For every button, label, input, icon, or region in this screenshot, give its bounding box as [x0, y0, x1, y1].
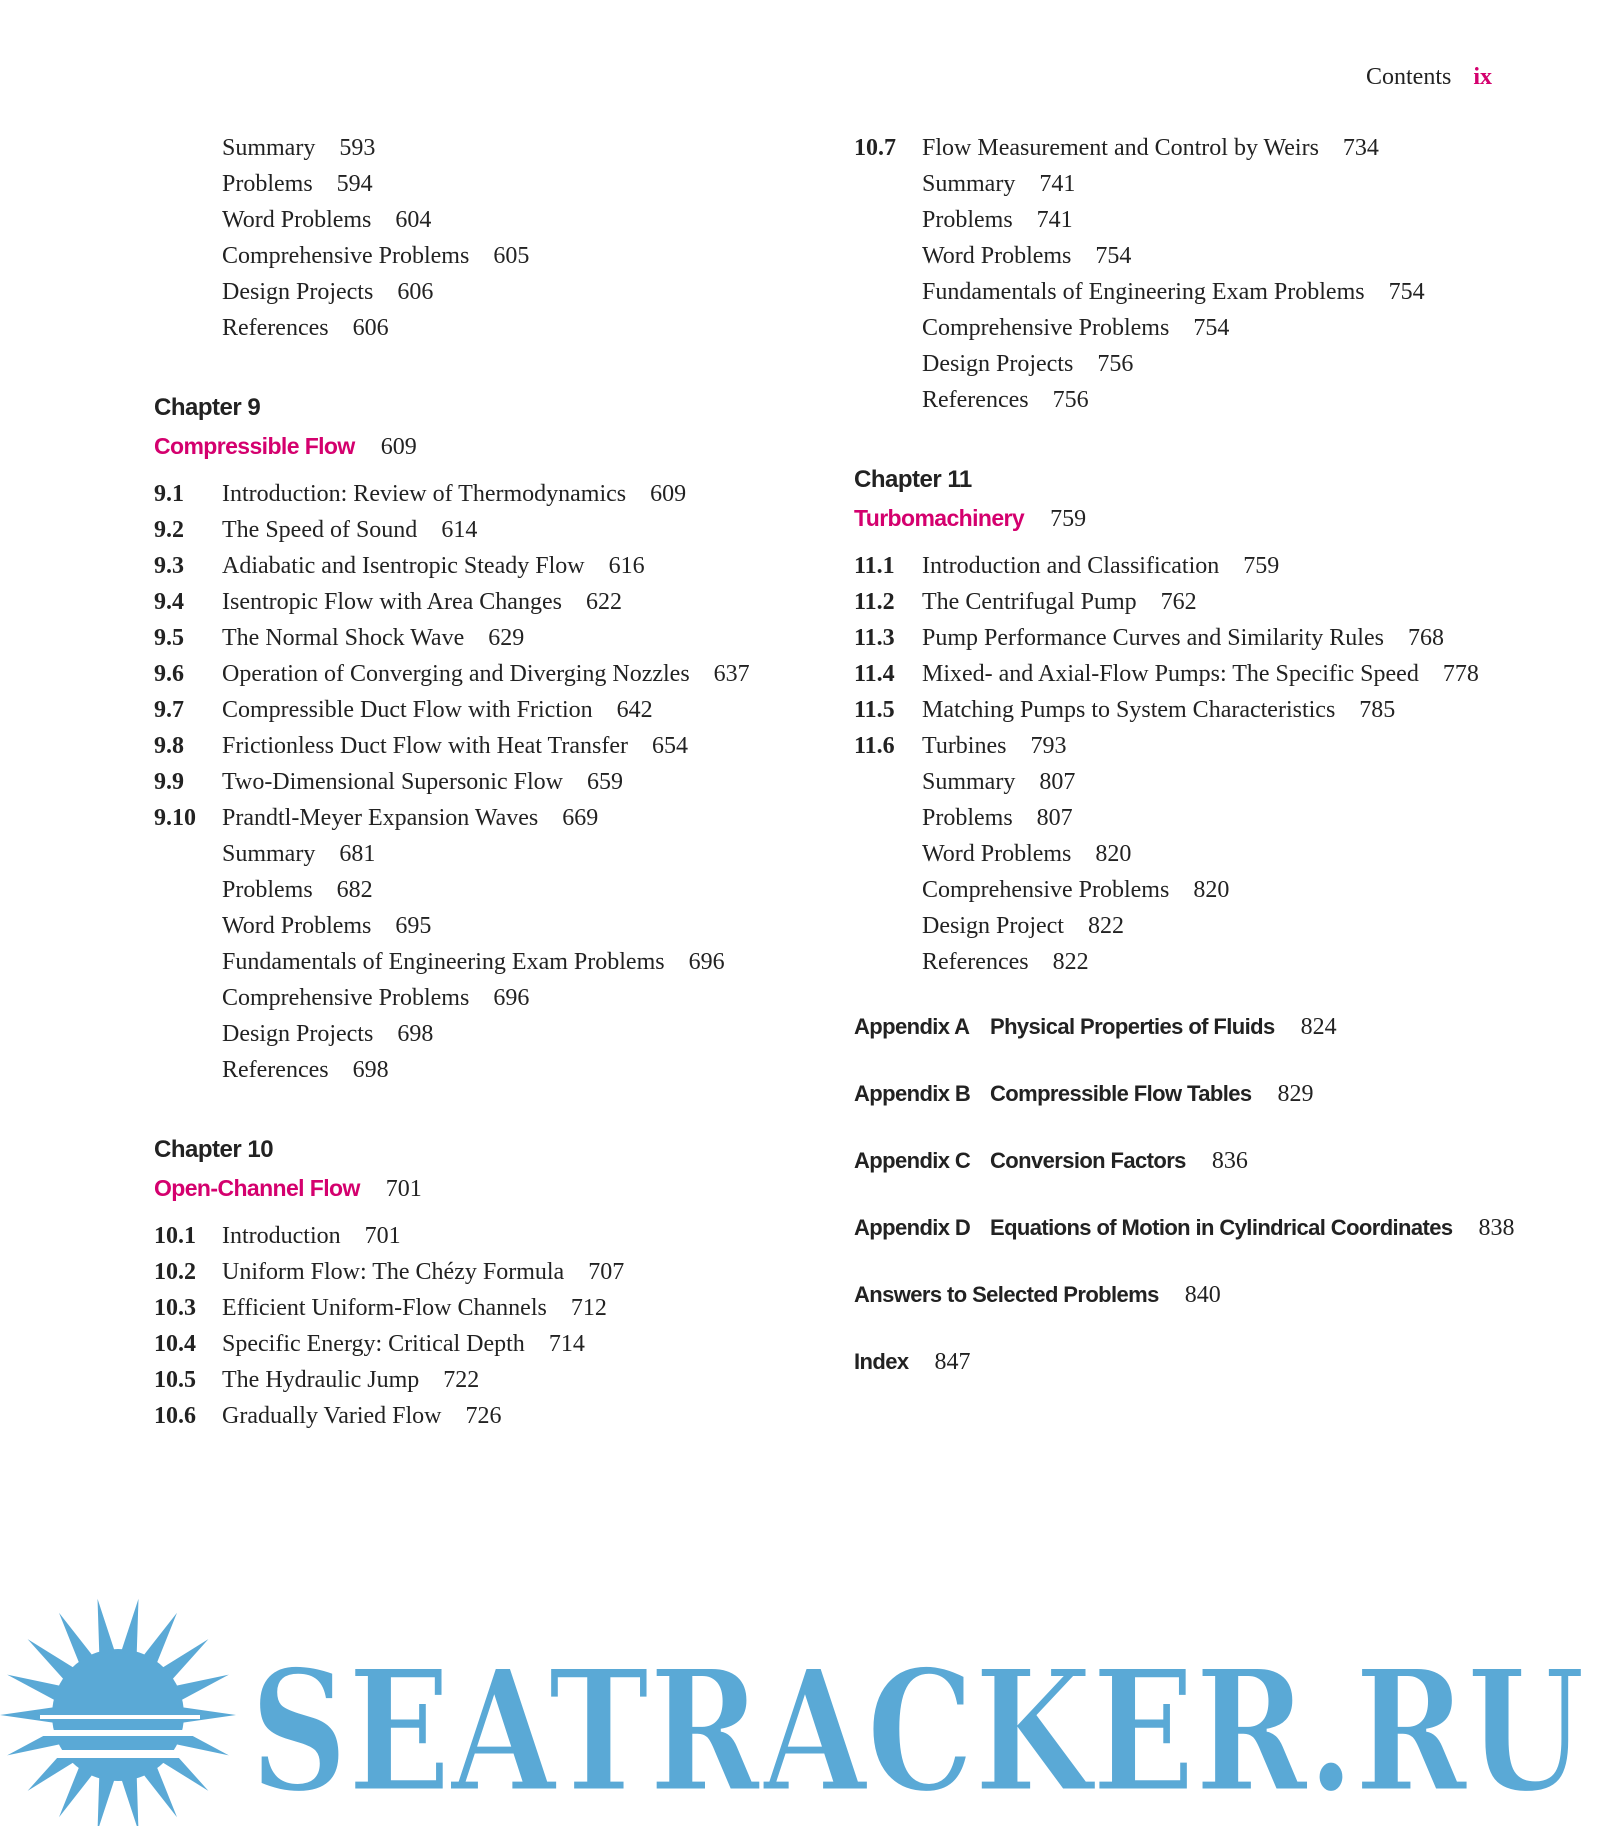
chapter-label: Chapter 11 [854, 466, 972, 493]
section-number: 10.6 [154, 1403, 196, 1429]
chapter-11 [854, 462, 1534, 980]
entry-page: 807 [1036, 805, 1073, 831]
toc-entry[interactable] [154, 274, 794, 310]
appendix-entry[interactable] [854, 1074, 1534, 1114]
entry-title: Specific Energy: Critical Depth [222, 1331, 525, 1357]
toc-entry[interactable] [854, 382, 1534, 418]
entry-title: The Normal Shock Wave [222, 625, 465, 651]
sun-ray [98, 1774, 116, 1826]
toc-section[interactable] [154, 1254, 794, 1290]
section-number: 11.1 [854, 553, 895, 579]
entry-title: Efficient Uniform-Flow Channels [222, 1295, 547, 1321]
chapter-10 [154, 1132, 794, 1434]
entry-page: 682 [336, 877, 373, 903]
entry-title: Mixed- and Axial-Flow Pumps: The Specific Speed [922, 661, 1419, 687]
entry-title: Word Problems [222, 207, 372, 233]
entry-page: 681 [339, 841, 376, 867]
entry-title: Word Problems [222, 913, 372, 939]
toc-entry[interactable] [854, 800, 1534, 836]
entry-page: 785 [1359, 697, 1396, 723]
entry-page: 701 [364, 1223, 401, 1249]
section-number: 10.3 [154, 1295, 196, 1321]
appendix-title: Physical Properties of Fluids [990, 1014, 1275, 1039]
chapter-sections [154, 476, 794, 1088]
entry-title: Comprehensive Problems [222, 243, 470, 269]
entry-page: 698 [352, 1057, 389, 1083]
entry-page: 741 [1036, 207, 1073, 233]
chapter-title: Open-Channel Flow [154, 1175, 360, 1201]
toc-section[interactable] [154, 1362, 794, 1398]
entry-title: Problems [922, 207, 1013, 233]
entry-page: 616 [608, 553, 645, 579]
answers-title: Answers to Selected Problems [854, 1282, 1159, 1307]
running-head [1366, 64, 1492, 91]
section-number: 9.7 [154, 697, 184, 723]
entry-page: 604 [395, 207, 432, 233]
entry-page: 594 [336, 171, 373, 197]
appendix-entry[interactable] [854, 1141, 1534, 1181]
entry-title: Operation of Converging and Diverging Nozzles [222, 661, 690, 687]
entry-page: 696 [688, 949, 725, 975]
entry-title: Word Problems [922, 243, 1072, 269]
entry-page: 605 [493, 243, 530, 269]
entry-title: The Speed of Sound [222, 517, 418, 543]
entry-title: Design Projects [922, 351, 1074, 377]
section-number: 9.2 [154, 517, 184, 543]
appendix-entry[interactable] [854, 1007, 1534, 1047]
entry-page: 734 [1342, 135, 1379, 161]
entry-page: 822 [1087, 913, 1124, 939]
entry-page: 778 [1442, 661, 1479, 687]
toc-entry[interactable] [154, 202, 794, 238]
entry-title: Gradually Varied Flow [222, 1403, 442, 1429]
left-top-list [154, 130, 794, 346]
chapter-page: 701 [385, 1176, 422, 1202]
entry-title: Prandtl-Meyer Expansion Waves [222, 805, 539, 831]
appendix-list [854, 1007, 1534, 1382]
entry-title: Introduction and Classification [922, 553, 1220, 579]
entry-page: 669 [562, 805, 599, 831]
toc-section[interactable] [154, 476, 794, 512]
chapter-page: 759 [1050, 506, 1087, 532]
entry-page: 759 [1243, 553, 1280, 579]
toc-entry[interactable] [854, 836, 1534, 872]
toc-section[interactable] [154, 764, 794, 800]
toc-entry[interactable] [854, 908, 1534, 944]
section-number: 11.2 [854, 589, 895, 615]
appendix-label: Appendix B [854, 1081, 971, 1106]
entry-page: 659 [586, 769, 623, 795]
toc-section[interactable] [154, 728, 794, 764]
toc-section[interactable] [154, 800, 794, 836]
entry-page: 609 [650, 481, 687, 507]
entry-page: 741 [1039, 171, 1076, 197]
entry-title: Pump Performance Curves and Similarity Rules [922, 625, 1384, 651]
chapter-sections [854, 548, 1534, 980]
toc-entry[interactable] [154, 980, 794, 1016]
toc-entry[interactable] [854, 274, 1534, 310]
toc-section[interactable] [154, 1290, 794, 1326]
entry-page: 696 [493, 985, 530, 1011]
entry-page: 762 [1160, 589, 1197, 615]
entry-title: Frictionless Duct Flow with Heat Transfer [222, 733, 628, 759]
toc-entry[interactable] [154, 944, 794, 980]
sun-ray [121, 1774, 139, 1826]
entry-title: The Centrifugal Pump [922, 589, 1137, 615]
sun-ray [98, 1599, 116, 1656]
entry-page: 712 [570, 1295, 607, 1321]
appendix-label: Appendix A [854, 1014, 970, 1039]
entry-title: Isentropic Flow with Area Changes [222, 589, 562, 615]
toc-section[interactable] [154, 512, 794, 548]
section-number: 11.6 [854, 733, 895, 759]
section-number: 11.4 [854, 661, 895, 687]
entry-title: Turbines [922, 733, 1007, 759]
entry-page: 754 [1095, 243, 1132, 269]
entry-page: 637 [713, 661, 750, 687]
appendix-label: Appendix D [854, 1215, 971, 1240]
appendix-page: 836 [1211, 1148, 1248, 1174]
chapter-title-line[interactable] [154, 1168, 794, 1208]
toc-section[interactable] [854, 130, 1534, 166]
answers-entry[interactable] [854, 1275, 1534, 1315]
entry-page: 698 [397, 1021, 434, 1047]
entry-title: Design Projects [222, 1021, 374, 1047]
entry-title: Fundamentals of Engineering Exam Problems [922, 279, 1365, 305]
toc-section[interactable] [154, 620, 794, 656]
entry-title: The Hydraulic Jump [222, 1367, 420, 1393]
toc-section[interactable] [854, 656, 1534, 692]
toc-entry[interactable] [154, 1052, 794, 1088]
entry-page: 642 [616, 697, 653, 723]
toc-entry[interactable] [154, 1016, 794, 1052]
appendix-title: Conversion Factors [990, 1148, 1186, 1173]
section-number: 9.4 [154, 589, 184, 615]
section-number: 9.3 [154, 553, 184, 579]
chapter-title-line[interactable] [854, 498, 1534, 538]
toc-entry[interactable] [154, 166, 794, 202]
entry-title: Summary [222, 841, 316, 867]
entry-page: 593 [339, 135, 376, 161]
toc-section[interactable] [854, 548, 1534, 584]
section-number: 9.5 [154, 625, 184, 651]
entry-page: 707 [588, 1259, 625, 1285]
entry-page: 622 [585, 589, 622, 615]
chapter-label: Chapter 9 [154, 394, 261, 421]
entry-title: References [922, 949, 1029, 975]
entry-title: Adiabatic and Isentropic Steady Flow [222, 553, 585, 579]
entry-page: 722 [443, 1367, 480, 1393]
section-number: 11.3 [854, 625, 895, 651]
entry-title: Introduction: Review of Thermodynamics [222, 481, 627, 507]
appendix-label: Appendix C [854, 1148, 971, 1173]
toc-section[interactable] [154, 584, 794, 620]
appendix-title: Equations of Motion in Cylindrical Coordinates [990, 1215, 1453, 1240]
toc-section[interactable] [154, 1398, 794, 1434]
toc-section[interactable] [154, 656, 794, 692]
entry-title: Design Projects [222, 279, 374, 305]
entry-title: References [922, 387, 1029, 413]
toc-entry[interactable] [854, 944, 1534, 980]
toc-entry[interactable] [854, 872, 1534, 908]
index-title: Index [854, 1349, 909, 1374]
toc-section[interactable] [154, 1218, 794, 1254]
entry-page: 754 [1388, 279, 1425, 305]
section-number: 10.4 [154, 1331, 196, 1357]
toc-entry[interactable] [154, 130, 794, 166]
entry-title: Matching Pumps to System Characteristics [922, 697, 1336, 723]
entry-title: Summary [922, 769, 1016, 795]
entry-page: 793 [1030, 733, 1067, 759]
entry-title: Comprehensive Problems [922, 877, 1170, 903]
chapter-page: 609 [380, 434, 417, 460]
entry-page: 606 [352, 315, 389, 341]
appendix-title: Compressible Flow Tables [990, 1081, 1252, 1106]
entry-title: Two-Dimensional Supersonic Flow [222, 769, 563, 795]
toc-entry[interactable] [154, 836, 794, 872]
toc-entry[interactable] [154, 872, 794, 908]
entry-page: 629 [488, 625, 525, 651]
entry-page: 820 [1095, 841, 1132, 867]
entry-title: Design Project [922, 913, 1064, 939]
toc-entry[interactable] [854, 238, 1534, 274]
sun-logo-icon [0, 1599, 236, 1826]
entry-title: Comprehensive Problems [922, 315, 1170, 341]
answers-page: 840 [1184, 1282, 1221, 1308]
toc-entry[interactable] [854, 764, 1534, 800]
entry-title: Summary [222, 135, 316, 161]
entry-page: 756 [1052, 387, 1089, 413]
page-folio: ix [1473, 64, 1492, 90]
entry-page: 614 [441, 517, 478, 543]
toc-entry[interactable] [854, 202, 1534, 238]
entry-page: 807 [1039, 769, 1076, 795]
appendix-page: 838 [1478, 1215, 1515, 1241]
entry-page: 654 [651, 733, 688, 759]
toc-section[interactable] [854, 584, 1534, 620]
toc-section[interactable] [154, 548, 794, 584]
chapter-title: Turbomachinery [854, 505, 1025, 531]
toc-right-column [854, 130, 1534, 1382]
index-page: 847 [934, 1349, 971, 1375]
entry-page: 756 [1097, 351, 1134, 377]
entry-page: 695 [395, 913, 432, 939]
toc-entry[interactable] [854, 346, 1534, 382]
toc-entry[interactable] [154, 238, 794, 274]
toc-left-column [154, 130, 794, 1434]
entry-title: Comprehensive Problems [222, 985, 470, 1011]
entry-page: 754 [1193, 315, 1230, 341]
entry-title: Flow Measurement and Control by Weirs [922, 135, 1319, 161]
toc-section[interactable] [854, 692, 1534, 728]
entry-page: 714 [548, 1331, 585, 1357]
section-number: 10.5 [154, 1367, 196, 1393]
entry-title: Compressible Duct Flow with Friction [222, 697, 593, 723]
section-number: 10.7 [854, 135, 896, 161]
entry-title: References [222, 315, 329, 341]
chapter-title: Compressible Flow [154, 433, 355, 459]
entry-page: 726 [465, 1403, 502, 1429]
section-number: 9.10 [154, 805, 196, 831]
chapter-label: Chapter 10 [154, 1136, 274, 1163]
entry-title: Problems [222, 171, 313, 197]
toc-entry[interactable] [854, 310, 1534, 346]
entry-title: References [222, 1057, 329, 1083]
entry-title: Fundamentals of Engineering Exam Problems [222, 949, 665, 975]
section-number: 9.8 [154, 733, 184, 759]
index-entry[interactable] [854, 1342, 1534, 1382]
toc-entry[interactable] [154, 310, 794, 346]
watermark-text: SEATRACKER.RU [250, 1632, 1585, 1826]
entry-title: Uniform Flow: The Chézy Formula [222, 1259, 565, 1285]
entry-title: Problems [222, 877, 313, 903]
entry-title: Summary [922, 171, 1016, 197]
section-number: 9.1 [154, 481, 184, 507]
entry-page: 822 [1052, 949, 1089, 975]
section-number: 9.9 [154, 769, 184, 795]
sun-ray [121, 1599, 139, 1656]
toc-section[interactable] [854, 620, 1534, 656]
toc-entry[interactable] [854, 166, 1534, 202]
entry-title: Introduction [222, 1223, 341, 1249]
section-number: 10.2 [154, 1259, 196, 1285]
toc-section[interactable] [854, 728, 1534, 764]
section-number: 11.5 [854, 697, 895, 723]
running-head-section: Contents [1365, 64, 1452, 90]
section-number: 9.6 [154, 661, 184, 687]
entry-page: 820 [1193, 877, 1230, 903]
entry-page: 768 [1407, 625, 1444, 651]
chapter-title-line[interactable] [154, 426, 794, 466]
entry-title: Word Problems [922, 841, 1072, 867]
toc-section[interactable] [154, 692, 794, 728]
chapter-9 [154, 390, 794, 1088]
appendix-page: 829 [1277, 1081, 1314, 1107]
entry-page: 606 [397, 279, 434, 305]
appendix-entry[interactable] [854, 1208, 1534, 1248]
section-number: 10.1 [154, 1223, 196, 1249]
appendix-page: 824 [1300, 1014, 1337, 1040]
toc-entry[interactable] [154, 908, 794, 944]
chapter-sections [154, 1218, 794, 1434]
right-top-list [854, 130, 1534, 418]
entry-title: Problems [922, 805, 1013, 831]
seatracker-watermark [0, 1590, 1610, 1826]
toc-section[interactable] [154, 1326, 794, 1362]
